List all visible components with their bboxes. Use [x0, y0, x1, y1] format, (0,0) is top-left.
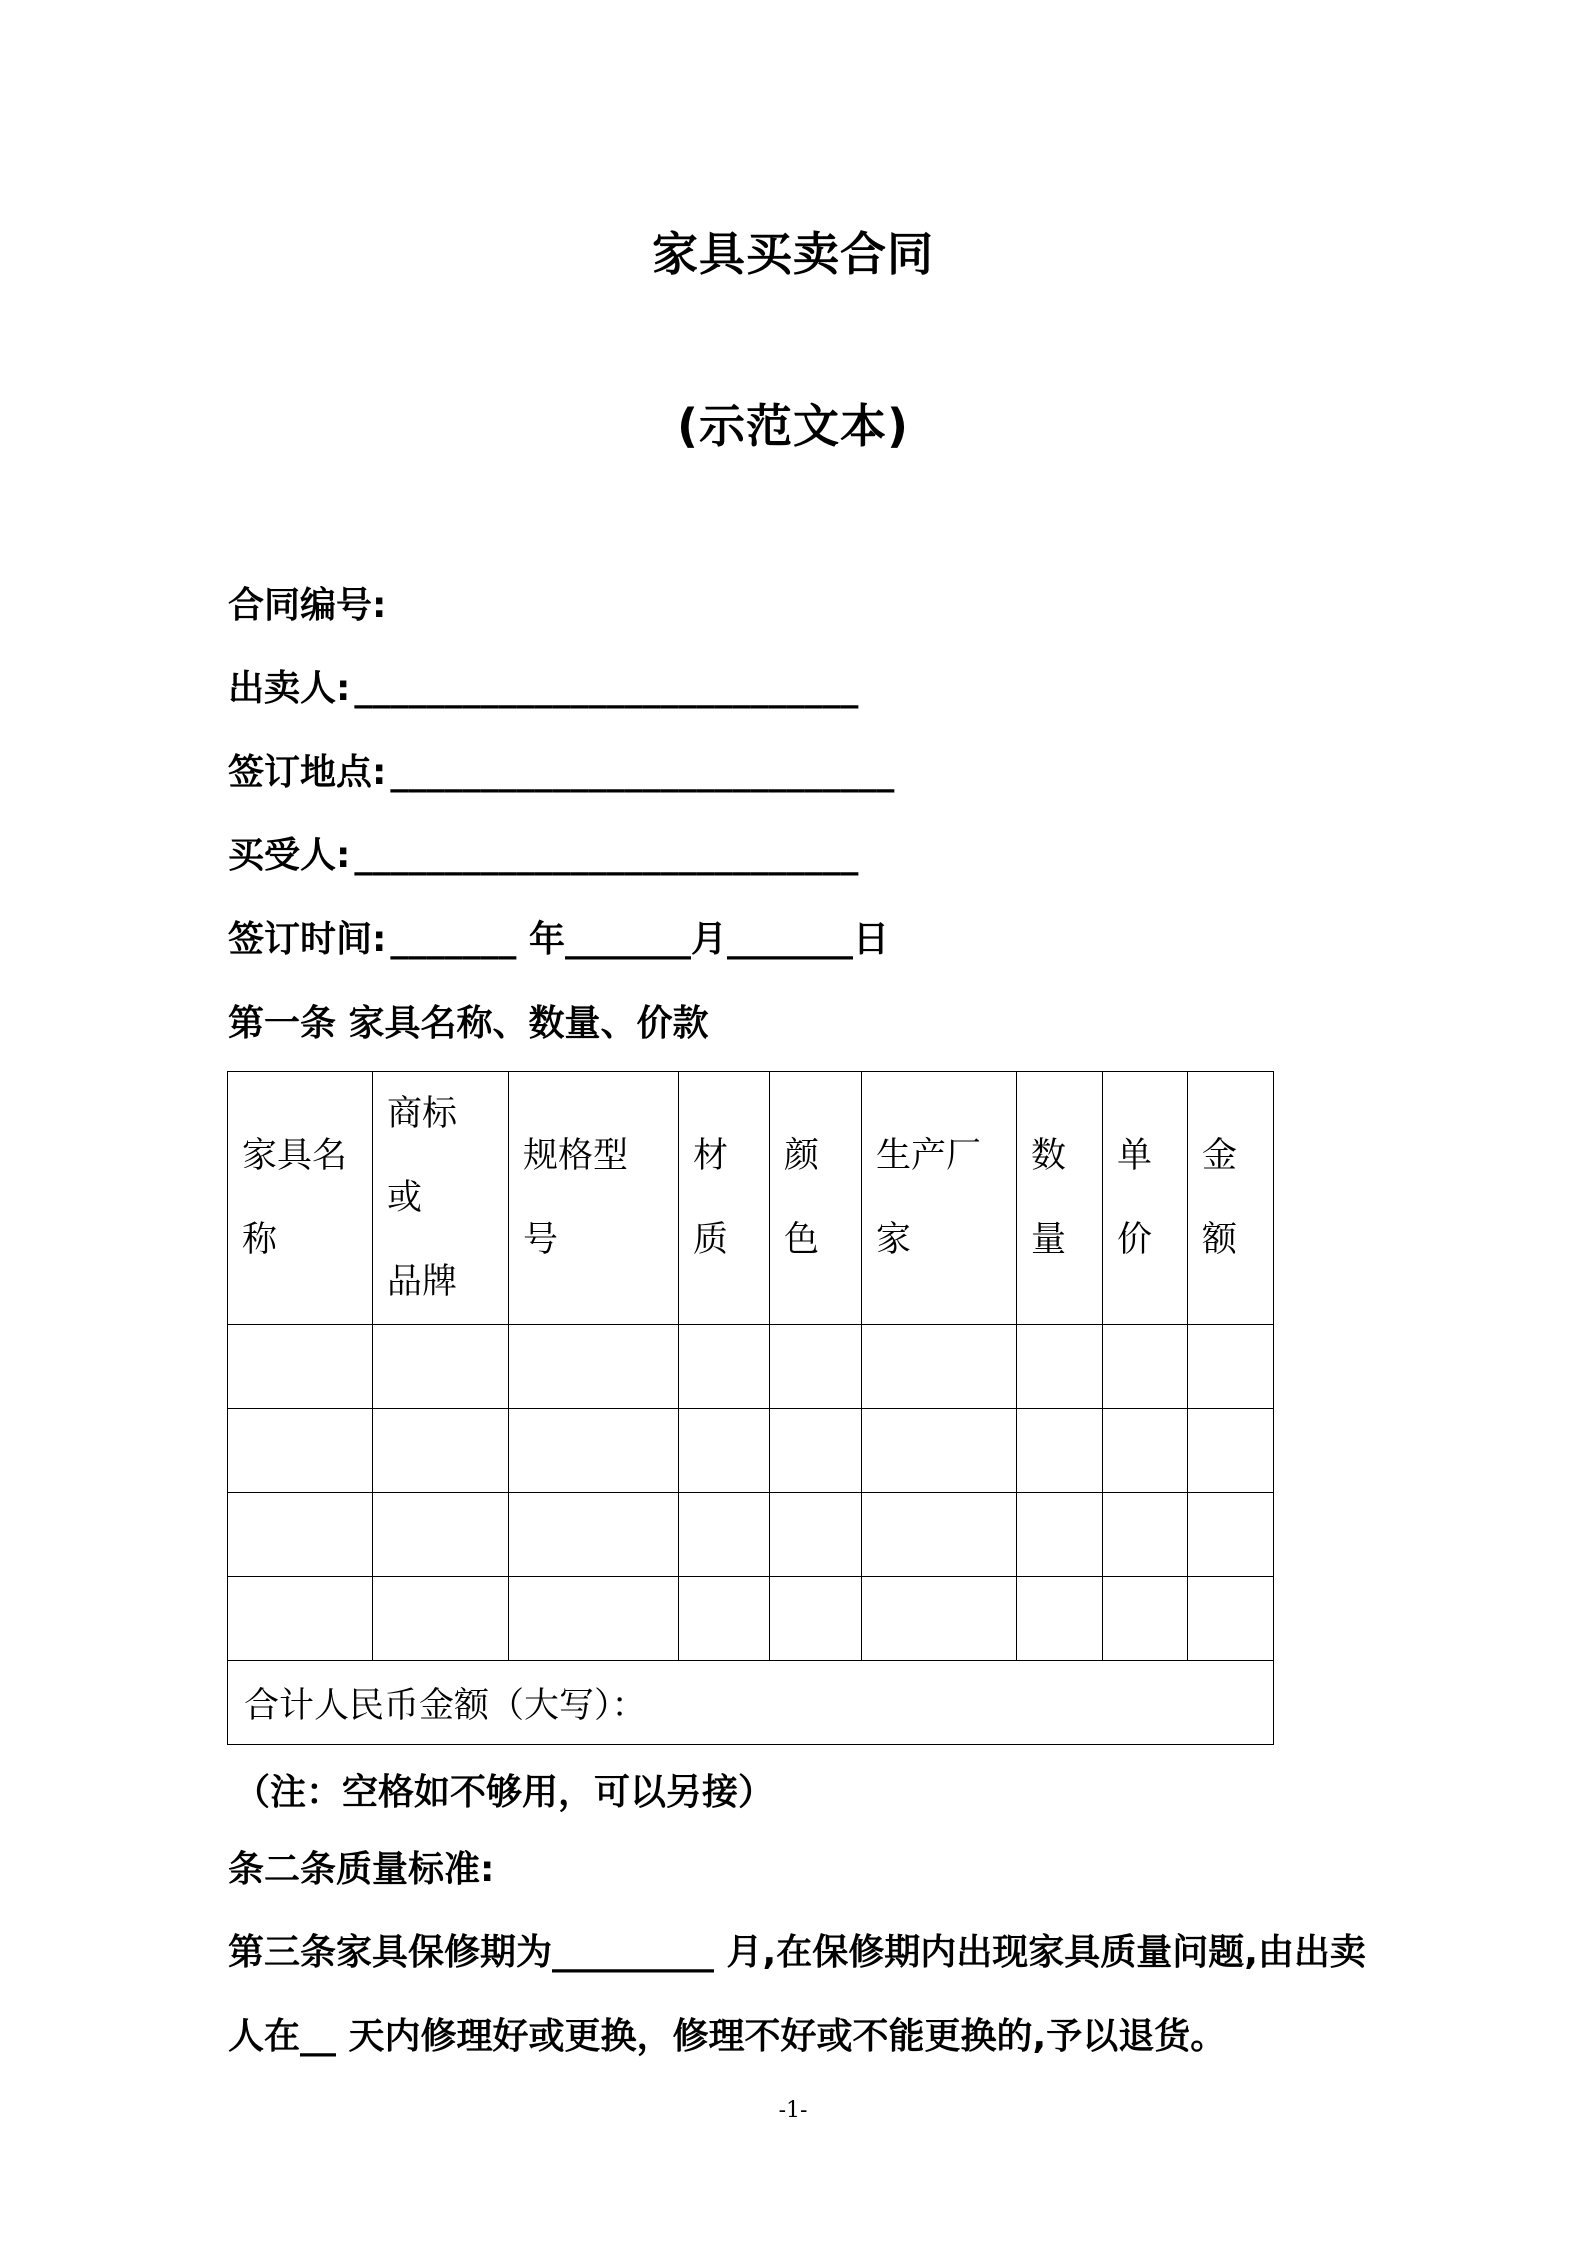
- table-cell[interactable]: [1017, 1409, 1103, 1493]
- table-cell[interactable]: [770, 1493, 862, 1577]
- table-cell[interactable]: [1188, 1409, 1274, 1493]
- seller-label: 出卖人:: [228, 668, 351, 709]
- table-header-text: 号: [523, 1220, 559, 1260]
- date-day-blank: _______: [726, 919, 853, 960]
- table-cell[interactable]: [373, 1409, 509, 1493]
- total-amount-cell[interactable]: 合计人民币金额（大写）：: [228, 1661, 1274, 1745]
- date-year-blank: _______: [390, 919, 517, 960]
- table-cell[interactable]: [228, 1325, 373, 1409]
- table-cell[interactable]: [1103, 1325, 1188, 1409]
- table-cell[interactable]: [1188, 1577, 1274, 1661]
- article-3-line-1: 第三条家具保修期为_________ 月,在保修期内出现家具质量问题,由出卖: [228, 1932, 1366, 1973]
- date-month-unit: 月: [690, 919, 727, 960]
- table-header-text: 称: [242, 1220, 278, 1260]
- table-cell[interactable]: [1103, 1409, 1188, 1493]
- table-header-cell: [509, 1072, 679, 1325]
- table-header-text: 材: [693, 1136, 729, 1176]
- table-header-cell: [862, 1072, 1017, 1325]
- table-cell[interactable]: [770, 1409, 862, 1493]
- table-row: [228, 1493, 1274, 1577]
- signing-place-label: 签订地点:: [228, 752, 387, 793]
- table-row: [228, 1325, 1274, 1409]
- table-cell[interactable]: [228, 1577, 373, 1661]
- signing-place-line: [228, 752, 895, 793]
- table-cell[interactable]: [373, 1577, 509, 1661]
- article-2: 条二条质量标准:: [228, 1849, 495, 1890]
- table-row: [228, 1409, 1274, 1493]
- table-cell[interactable]: [509, 1409, 679, 1493]
- table-body: [228, 1325, 1274, 1661]
- table-header-text: 颜: [784, 1136, 820, 1176]
- table-cell[interactable]: [1188, 1325, 1274, 1409]
- table-cell[interactable]: [862, 1493, 1017, 1577]
- signing-date-line: [228, 919, 889, 960]
- table-header-text: 金: [1202, 1136, 1238, 1176]
- table-cell[interactable]: [509, 1493, 679, 1577]
- document-subtitle: (示范文本): [676, 399, 910, 453]
- table-header-text: 商标: [387, 1094, 458, 1134]
- table-total-row: [228, 1661, 1274, 1745]
- table-header-cell: [679, 1072, 770, 1325]
- table-cell[interactable]: [862, 1325, 1017, 1409]
- table-header-text: 或: [387, 1178, 423, 1218]
- table-header-cell: [373, 1072, 509, 1325]
- contract-number-line: [228, 585, 387, 626]
- table-cell[interactable]: [1017, 1325, 1103, 1409]
- table-header-text: 额: [1202, 1220, 1238, 1260]
- table-cell[interactable]: [228, 1409, 373, 1493]
- document-title: 家具买卖合同: [652, 227, 934, 281]
- table-cell[interactable]: [679, 1409, 770, 1493]
- table-header-text: 品牌: [387, 1262, 458, 1302]
- seller-blank: ____________________________: [354, 668, 859, 709]
- table-cell[interactable]: [679, 1493, 770, 1577]
- table-note: （注：空格如不够用，可以另接）: [234, 1772, 775, 1813]
- table-header-text: 规格型: [523, 1136, 629, 1176]
- date-month-blank: _______: [564, 919, 691, 960]
- table-header-text: 生产厂: [876, 1136, 982, 1176]
- table-header-cell: [1188, 1072, 1274, 1325]
- table-header-row: [228, 1072, 1274, 1325]
- buyer-line: [228, 835, 859, 876]
- furniture-table: [227, 1071, 1274, 1745]
- table-cell[interactable]: [1017, 1577, 1103, 1661]
- table-cell[interactable]: [1103, 1577, 1188, 1661]
- table-cell[interactable]: [228, 1493, 373, 1577]
- table-cell[interactable]: [770, 1325, 862, 1409]
- signing-place-blank: ____________________________: [390, 752, 895, 793]
- table-header-cell: [1017, 1072, 1103, 1325]
- table-header-text: 单: [1117, 1136, 1153, 1176]
- table-row: [228, 1577, 1274, 1661]
- date-day-unit: 日: [852, 919, 889, 960]
- table-header-text: 数: [1031, 1136, 1067, 1176]
- table-header-cell: [1103, 1072, 1188, 1325]
- table-header-cell: [228, 1072, 373, 1325]
- table-cell[interactable]: [679, 1577, 770, 1661]
- table-cell[interactable]: [1103, 1493, 1188, 1577]
- page-number: -1-: [778, 2098, 808, 2123]
- table-header-text: 家具名: [242, 1136, 348, 1176]
- date-year-unit: 年: [528, 919, 565, 960]
- table-header-text: 质: [693, 1220, 729, 1260]
- buyer-label: 买受人:: [228, 835, 351, 876]
- table-cell[interactable]: [862, 1409, 1017, 1493]
- table-header-text: 价: [1117, 1220, 1153, 1260]
- table-header-text: 色: [784, 1220, 820, 1260]
- article-3-line-2: 人在__ 天内修理好或更换，修理不好或不能更换的,予以退货。: [228, 2016, 1227, 2057]
- table-header-text: 量: [1031, 1220, 1067, 1260]
- table-header-text: 家: [876, 1220, 912, 1260]
- table-cell[interactable]: [862, 1577, 1017, 1661]
- buyer-blank: ____________________________: [354, 835, 859, 876]
- contract-number-label: 合同编号:: [228, 585, 387, 626]
- table-cell[interactable]: [373, 1493, 509, 1577]
- table-header-cell: [770, 1072, 862, 1325]
- table-cell[interactable]: [509, 1325, 679, 1409]
- table-cell[interactable]: [373, 1325, 509, 1409]
- table-cell[interactable]: [509, 1577, 679, 1661]
- table-cell[interactable]: [1017, 1493, 1103, 1577]
- seller-line: [228, 668, 859, 709]
- table-cell[interactable]: [679, 1325, 770, 1409]
- article-1-heading: 第一条 家具名称、数量、价款: [228, 1003, 709, 1044]
- signing-date-label: 签订时间:: [228, 919, 387, 960]
- table-cell[interactable]: [1188, 1493, 1274, 1577]
- table-cell[interactable]: [770, 1577, 862, 1661]
